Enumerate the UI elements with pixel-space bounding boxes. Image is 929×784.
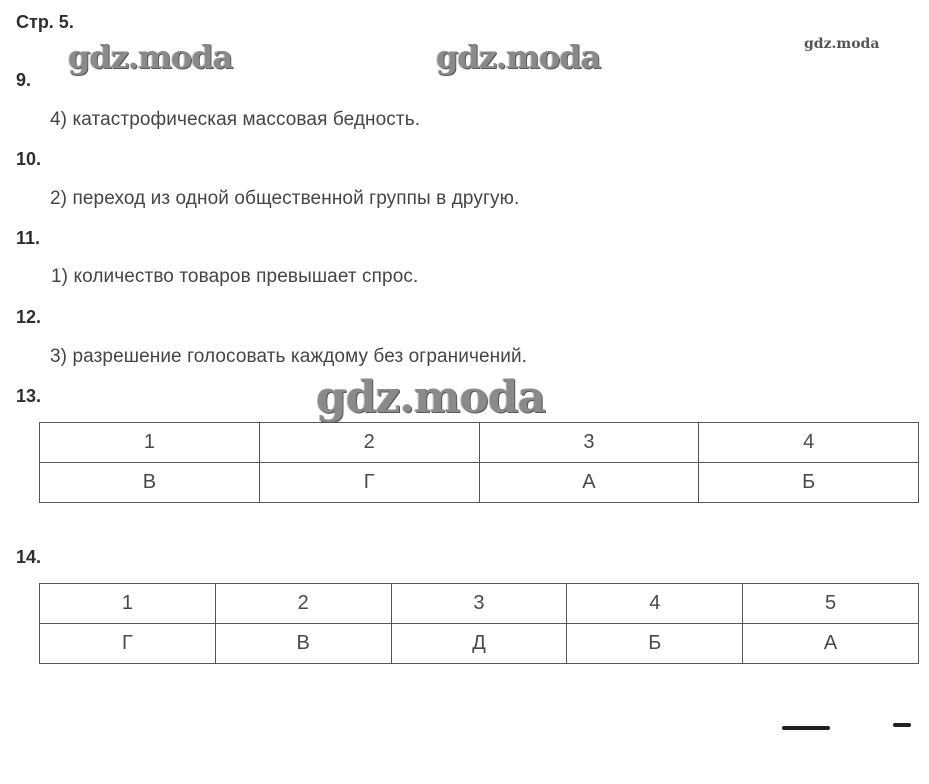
- table-cell: 5: [743, 584, 919, 624]
- table-cell: 1: [40, 584, 216, 624]
- pen-mark: [782, 726, 830, 730]
- table-cell: Г: [259, 463, 479, 503]
- table-row: [40, 463, 919, 503]
- answer-text: 3) разрешение голосовать каждому без ограничений.: [50, 346, 528, 367]
- table-cell: 3: [391, 584, 567, 624]
- question-number: 11.: [16, 228, 41, 248]
- watermark: gdz.moda: [68, 38, 233, 76]
- answer-text: 1) количество товаров превышает спрос.: [51, 266, 419, 287]
- table-cell: 2: [259, 423, 479, 463]
- answer-text: 4) катастрофическая массовая бедность.: [50, 109, 421, 130]
- watermark: gdz.moda: [436, 38, 601, 76]
- page-header: Стр. 5.: [16, 12, 74, 32]
- table-cell: В: [215, 624, 391, 664]
- table-cell: 3: [479, 423, 699, 463]
- watermark: gdz.moda: [804, 36, 880, 52]
- table-cell: 1: [40, 423, 260, 463]
- answer-text: 2) переход из одной общественной группы в другую.: [50, 188, 520, 209]
- answer-table-14: [39, 583, 919, 664]
- question-number: 13.: [16, 386, 42, 406]
- table-cell: Г: [40, 624, 216, 664]
- question-number: 9.: [16, 70, 32, 90]
- table-cell: 2: [215, 584, 391, 624]
- table-cell: А: [743, 624, 919, 664]
- table-cell: В: [40, 463, 260, 503]
- table-cell: 4: [567, 584, 743, 624]
- answer-table-13: [39, 422, 919, 503]
- table-cell: Б: [699, 463, 919, 503]
- table-header-row: [40, 584, 919, 624]
- watermark: gdz.moda: [316, 372, 546, 423]
- pen-mark: [893, 723, 911, 727]
- table-cell: Д: [391, 624, 567, 664]
- question-number: 12.: [16, 307, 42, 327]
- table-header-row: [40, 423, 919, 463]
- table-cell: Б: [567, 624, 743, 664]
- question-number: 14.: [16, 547, 42, 567]
- table-cell: А: [479, 463, 699, 503]
- table-row: [40, 624, 919, 664]
- question-number: 10.: [16, 149, 42, 169]
- table-cell: 4: [699, 423, 919, 463]
